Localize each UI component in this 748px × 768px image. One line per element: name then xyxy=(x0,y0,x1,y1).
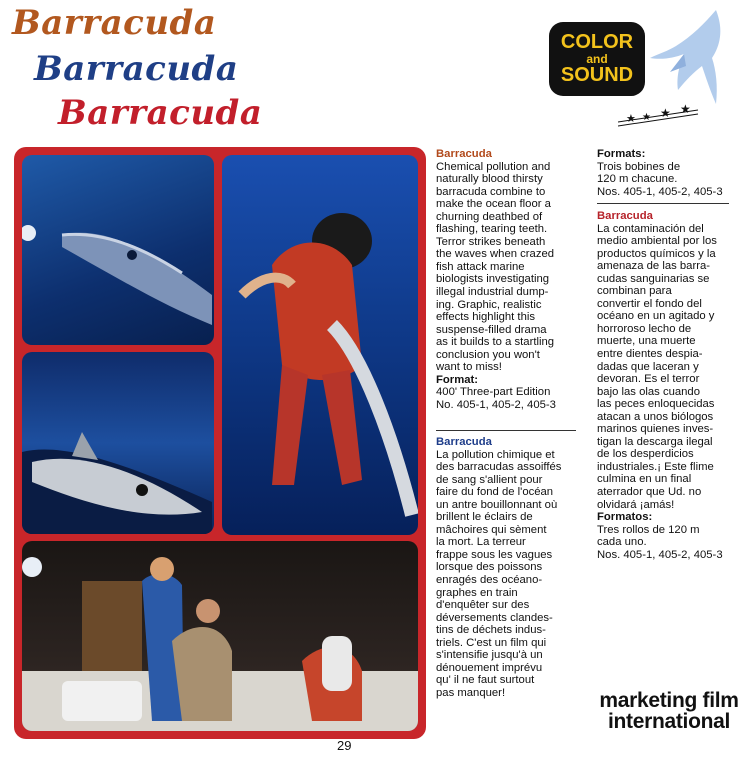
spanish-line: productos químicos y la xyxy=(597,247,716,260)
page-number: 29 xyxy=(337,738,352,753)
title-barracuda-1: Barracuda xyxy=(12,3,217,43)
divider xyxy=(597,203,729,204)
english-line: illegal industrial dump- xyxy=(436,286,549,299)
french-line: La pollution chimique et xyxy=(436,448,555,461)
spanish-format-label: Formatos: xyxy=(597,511,653,524)
svg-text:★: ★ xyxy=(626,112,636,125)
english-line: effects highlight this xyxy=(436,311,536,324)
french-line: brillent le éclairs de xyxy=(436,511,533,524)
spanish-line: bajo las olas cuando xyxy=(597,385,701,398)
english-line: conclusion you won't xyxy=(436,348,540,361)
french-line: tins de déchets indus- xyxy=(436,624,546,637)
english-line: suspense-filled drama xyxy=(436,323,547,336)
eagle-illustration xyxy=(646,6,728,110)
barracuda-closeup-photo xyxy=(22,352,214,534)
formats-fr-line: Trois bobines de xyxy=(597,160,681,173)
english-line: Terror strikes beneath xyxy=(436,235,546,248)
spanish-line: marinos quienes inves- xyxy=(597,423,714,436)
diver-with-barracuda-photo xyxy=(222,155,418,535)
badge-line-2: and xyxy=(586,51,608,66)
spanish-line: entre dientes despia- xyxy=(597,348,703,361)
english-line: churning deathbed of xyxy=(436,210,543,223)
french-line: la mort. La terreur xyxy=(436,536,526,549)
svg-text:★: ★ xyxy=(660,106,671,120)
color-and-sound-badge xyxy=(549,22,645,96)
spanish-line: horroroso lecho de xyxy=(597,322,692,335)
spanish-line: devoran. Es el terror xyxy=(597,373,700,386)
french-line: frappe sous les vagues xyxy=(436,548,553,561)
spanish-format-line: cada uno. xyxy=(597,536,647,549)
english-line: naturally blood thirsty xyxy=(436,173,543,186)
french-line: triels. C'est un film qui xyxy=(436,636,547,649)
french-line: mâchoires qui sèment xyxy=(436,523,547,536)
spanish-line: dadas que laceran y xyxy=(597,360,699,373)
spanish-line: culmina en un final xyxy=(597,473,692,486)
spanish-line: de los desperdicios xyxy=(597,448,694,461)
spanish-line: olvidará ¡amás! xyxy=(597,498,675,511)
french-line: faire du fond de l'océan xyxy=(436,486,554,499)
formats-fr-label: Formats: xyxy=(597,148,646,160)
svg-text:★: ★ xyxy=(642,112,651,123)
spanish-line: La contaminación del xyxy=(597,222,704,235)
spanish-line: océano en un agitado y xyxy=(597,310,715,323)
english-description xyxy=(436,148,586,411)
formats-fr-line: Nos. 405-1, 405-2, 405-3 xyxy=(597,185,723,198)
spanish-line: muerte, una muerte xyxy=(597,335,696,348)
badge-line-3: SOUND xyxy=(560,64,634,87)
french-line: de sang s'allient pour xyxy=(436,473,543,486)
spanish-heading: Barracuda xyxy=(597,210,653,222)
english-line: biologists investigating xyxy=(436,273,550,286)
spanish-line: las peces enloquecidas xyxy=(597,398,715,411)
title-barracuda-2: Barracuda xyxy=(34,49,239,89)
french-line: des barracudas assoiffés xyxy=(436,461,562,474)
french-line: lorsque des poissons xyxy=(436,561,543,574)
spanish-line: medio ambiental por los xyxy=(597,235,717,248)
english-line: Chemical pollution and xyxy=(436,160,551,173)
french-line: enragés des océano- xyxy=(436,574,543,587)
spanish-line: cudas sanguinarias se xyxy=(597,272,710,285)
english-line: fish attack marine xyxy=(436,260,525,273)
french-line: déversements clandes- xyxy=(436,611,553,624)
french-line: un antre bouillonnant où xyxy=(436,498,558,511)
french-line: s'intensifie jusqu'à un xyxy=(436,649,543,662)
badge-line-1: COLOR xyxy=(560,30,634,53)
divider xyxy=(436,430,576,431)
english-line: the waves when crazed xyxy=(436,248,555,261)
spanish-line: amenaza de las barra- xyxy=(597,260,711,273)
logo-line-1: marketing film xyxy=(599,689,739,712)
english-format-line: No. 405-1, 405-2, 405-3 xyxy=(436,398,556,411)
french-line: dénouement imprévu xyxy=(436,661,543,674)
french-line: qu' il ne faut surtout xyxy=(436,674,535,687)
spanish-description xyxy=(597,210,737,561)
french-description xyxy=(436,436,586,699)
french-line: pas manquer! xyxy=(436,686,506,699)
french-formats xyxy=(597,148,737,198)
marketing-film-international-logo xyxy=(598,690,740,732)
english-format-line: 400' Three-part Edition xyxy=(436,386,551,399)
logo-line-2: international xyxy=(607,710,731,733)
english-line: make the ocean floor a xyxy=(436,198,551,211)
spanish-line: combinan para xyxy=(597,285,672,298)
spanish-line: aterrador que Ud. no xyxy=(597,486,702,499)
english-line: as it builds to a startling xyxy=(436,336,555,349)
spanish-line: convertir el fondo del xyxy=(597,297,702,310)
english-heading: Barracuda xyxy=(436,148,492,160)
svg-text:★: ★ xyxy=(680,104,691,116)
spanish-line: tigan la descarga ilegal xyxy=(597,435,713,448)
spanish-format-line: Nos. 405-1, 405-2, 405-3 xyxy=(597,548,723,561)
research-boat-scene-photo xyxy=(22,541,418,731)
french-line: d'enquêter sur des xyxy=(436,599,530,612)
english-line: want to miss! xyxy=(436,361,502,374)
title-barracuda-3: Barracuda xyxy=(58,93,263,133)
spanish-format-line: Tres rollos de 120 m xyxy=(597,523,700,536)
formats-fr-line: 120 m chacune. xyxy=(597,173,678,186)
spanish-line: atacan a unos biólogos xyxy=(597,410,714,423)
barracuda-underwater-photo xyxy=(22,155,214,345)
french-heading: Barracuda xyxy=(436,436,492,448)
stars-decoration xyxy=(618,104,708,128)
french-line: graphes en train xyxy=(436,586,518,599)
english-line: flashing, tearing teeth. xyxy=(436,223,548,236)
spanish-line: industriales.¡ Este flime xyxy=(597,460,714,473)
english-format-label: Format: xyxy=(436,373,479,386)
english-line: ing. Graphic, realistic xyxy=(436,298,542,311)
english-line: barracuda combine to xyxy=(436,185,546,198)
